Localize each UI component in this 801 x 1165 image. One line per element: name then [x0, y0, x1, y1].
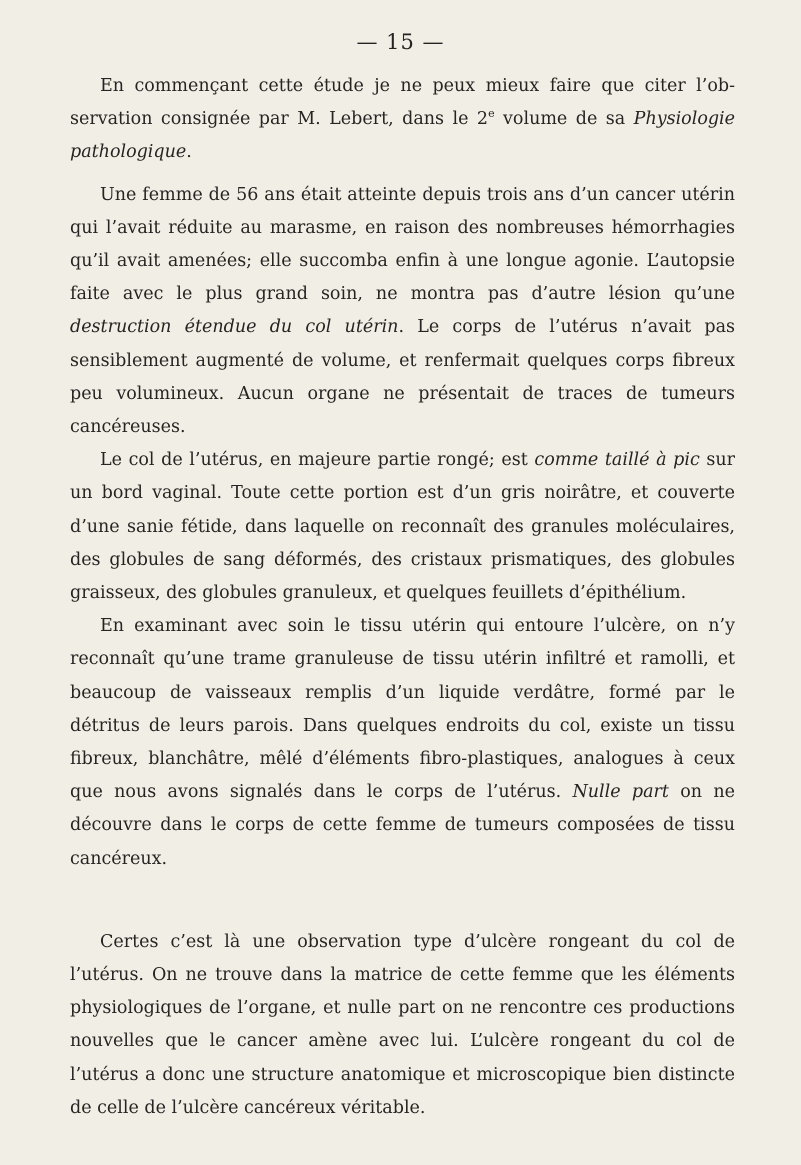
italic-phrase: Nulle part [572, 782, 669, 803]
text-run: sur un bord vaginal. Toute cette portion est d’un gris noirâtre, et couverte d’une sanie fétide, dans laquelle on reconnaît des granules moléculaires, des globules de sang déformés, des cristaux prismatiques, des globules graisseux, des globules granuleux, et quelques feuillets d’épithélium. [70, 450, 736, 604]
italic-phrase: Physiologie pathologique [70, 109, 736, 163]
paragraph-3 [70, 444, 735, 610]
text-run: volume de sa [494, 109, 634, 130]
text-run: En commençant cette étude je ne peux mieux faire que citer l’observation consignée par M. Lebert, dans le 2 [70, 76, 735, 130]
text-run: Le col de l’utérus, en majeure partie rongé; est [100, 450, 535, 471]
paragraph-1 [70, 70, 735, 170]
paragraph-5 [70, 926, 735, 1125]
text-run: Certes c’est là une observation type d’ulcère rongeant du col de l’utérus. On ne trouve dans la matrice de cette femme que les éléments physiologiques de l’organe, et nulle part on ne rencontre ces productions nouvelles que le cancer amène avec lui. L’ulcère rongeant du col de l’utérus a donc une structure anatomique et microscopique bien distincte de celle de l’ulcère cancéreux véritable. [70, 931, 735, 1118]
text-run: Une femme de 56 ans était atteinte depuis trois ans d’un cancer utérin qui l’avait réduite au marasme, en raison des nombreuses hémorrhagies qu’il avait amenées; elle succomba enfin à une longue agonie. L’autopsie faite avec le plus grand soin, ne montra pas d’autre lésion qu’une [70, 184, 735, 305]
italic-phrase: destruction étendue du col utérin [70, 317, 399, 338]
paragraph-4 [70, 610, 735, 876]
text-run: En examinant avec soin le tissu utérin qui entoure l’ulcère, on n’y reconnaît qu’une trame granuleuse de tissu utérin infiltré et ramolli, et beaucoup de vaisseaux remplis d’un liquide verdâtre, formé par le détritus de leurs parois. Dans quelques endroits du col, existe un tissu fibreux, blanchâtre, mêlé d’éléments fibro-plastiques, analogues à ceux que nous avons signalés dans le corps de l’utérus. [70, 616, 735, 803]
italic-phrase: comme taillé à pic [534, 450, 700, 471]
text-run: . [186, 142, 192, 163]
superscript: e [488, 107, 495, 121]
text-run: . Le corps de l’utérus n’avait pas sensiblement augmenté de volume, et renfermait quelques corps fibreux peu volumineux. Aucun organe ne présentait de traces de tumeurs cancéreuses. [70, 317, 735, 438]
page-number: — 15 — [356, 30, 445, 54]
text-run: on ne découvre dans le corps de cette femme de tumeurs composées de tissu cancéreux. [70, 782, 736, 869]
paragraph-2 [70, 179, 735, 445]
body-text [70, 70, 735, 1125]
